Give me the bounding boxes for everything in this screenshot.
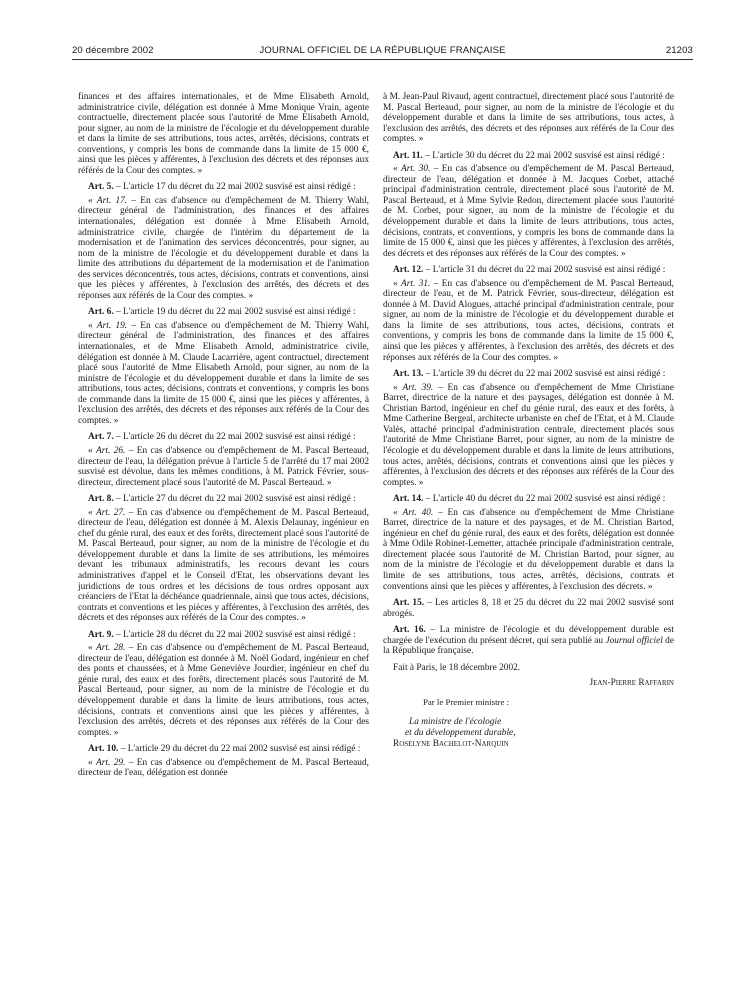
quote-text: – En cas d'absence ou d'empêchement de M. Thierry Wahl, directeur général de l'administration, des finances et des affaires internationales, et de Mme Elisabeth Arnold, administratrice civile, délégation est donnée à M. Claude Lacarrière, agent contractuel, directement placé sous l'autorité de Mme Elisabeth Arnold, pour signer, au nom de la ministre de l'écologie et du développement durable et dans la limite de ses attributions, tous actes, décisions, contrats et conventions, y compris les bons de commande dans la limite de 15 000 €, ainsi que les pièces y afférentes, à l'exclusion des arrêtés, des décrets et des réponses aux référés de la Cour des comptes. » <box>78 320 369 426</box>
paragraph: finances et des affaires internationales, et de Mme Elisabeth Arnold, administratrice civile, délégation est donnée à Mme Monique Vrain, agente contractuelle, directement placée sous l'autorité de Mme Elisabeth Arnold, pour signer, au nom de la ministre de l'écologie et du développement durable et dans la limite de ses attributions, tous actes, arrêtés, décisions, contrats et conventions, y compris les bons de commande dans la limite de 15 000 €, ainsi que les pièces y afférentes, à l'exclusion des décrets et des réponses aux référés de la Cour des comptes. » <box>78 92 369 176</box>
article-27-quote <box>78 508 369 624</box>
article-label: Art. 8. <box>88 494 114 505</box>
journal-officiel-title: Journal officiel <box>605 635 663 646</box>
quote-text: – En cas d'absence ou d'empêchement de M. Pascal Berteaud, directeur de l'eau, délégation est donnée <box>78 757 369 779</box>
article-16 <box>383 625 674 657</box>
article-40-quote <box>383 508 674 592</box>
article-text: – L'article 30 du décret du 22 mai 2002 susvisé est ainsi rédigé : <box>422 150 665 161</box>
quote-open: « <box>393 507 403 518</box>
article-28-quote <box>78 643 369 738</box>
quote-open: « <box>393 164 402 175</box>
premier-ministre-line: Par le Premier ministre : <box>423 696 509 707</box>
article-label: Art. 13. <box>393 369 424 380</box>
quote-text: – En cas d'absence ou d'empêchement de M. Pascal Berteaud, directeur de l'eau, délégation est donnée à M. Noël Godard, ingénieur en chef des ponts et chaussées, et à Mme Geneviève Jourdier, ingénieur en chef du génie rural, des eaux et des forêts, directement placés sous l'autorité de M. Pascal Berteaud, pour signer, au nom de la ministre de l'écologie et du développement durable et dans la limite de leurs attributions, tous actes, décisions, contrats et conventions ainsi que les pièces y afférentes, à l'exclusion des arrêtés, décrets et des réponses aux référés de la Cour des comptes. » <box>78 643 369 738</box>
quoted-article-label: Art. 39. <box>402 382 434 393</box>
article-label: Art. 9. <box>88 629 114 640</box>
article-text: – L'article 40 du décret du 22 mai 2002 susvisé est ainsi rédigé : <box>423 494 666 505</box>
article-label: Art. 11. <box>393 150 423 161</box>
article-30-quote <box>383 164 674 259</box>
quote-text: – En cas d'absence ou d'empêchement de M. Thierry Wahl, directeur général de l'administration, des finances et des affaires internationales, délégation est donnée à Mme Elisabeth Arnold, administratrice civile, chargée de l'intérim du département de la modernisation et de l'animation des services déconcentrés, pour signer, au nom de la ministre de l'écologie et du développement durable et dans la limite des attributions du département de la modernisation et de l'animation des services déconcentrés, tous actes, décisions, contrats et conventions, ainsi que les pièces y afférentes, à l'exclusion des arrêtés, des décrets et des réponses aux référés de la Cour des comptes. » <box>78 195 369 301</box>
quote-open: « <box>88 643 97 654</box>
quote-open: « <box>88 445 97 456</box>
article-text: – L'article 27 du décret du 22 mai 2002 susvisé est ainsi rédigé : <box>113 494 356 505</box>
article-14 <box>383 494 674 505</box>
quote-open: « <box>393 382 403 393</box>
article-11 <box>383 151 674 162</box>
quote-open: « <box>88 320 97 331</box>
article-text: – L'article 31 du décret du 22 mai 2002 susvisé est ainsi rédigé : <box>423 265 666 276</box>
article-text: – L'article 17 du décret du 22 mai 2002 susvisé est ainsi rédigé : <box>113 182 356 193</box>
article-text: – L'article 26 du décret du 22 mai 2002 susvisé est ainsi rédigé : <box>113 432 356 443</box>
signatory-name: Jean-Pierre Raffarin <box>589 677 674 688</box>
article-39-quote <box>383 383 674 488</box>
article-label: Art. 16. <box>393 625 426 636</box>
article-6 <box>78 307 369 318</box>
left-column <box>78 92 369 785</box>
page-number: 21203 <box>665 45 693 56</box>
quote-text: – En cas d'absence ou d'empêchement de M. Pascal Berteaud, directeur de l'eau, délégation est donnée à M. Alexis Delaunay, ingénieur en chef du génie rural, des eaux et des forêts, directement placé sous l'autorité de M. Pascal Berteaud, pour signer, au nom de la ministre de l'écologie et du développement durable et dans la limite de ses attributions, les mémoires devant les tribunaux administratifs, les recours devant les cours administratives d'appel et le Conseil d'Etat, les observations devant les juridictions de tous ordres et les décisions de tous ordres opposant aux créanciers de l'Etat la déchéance quadriennale, ainsi que tous actes, décisions, contrats et conventions et les pièces y afférentes, à l'exclusion des arrêtés, des décrets et des réponses aux référés de la Cour des comptes. » <box>78 507 369 624</box>
article-10 <box>78 744 369 755</box>
article-31-quote <box>383 279 674 363</box>
right-column <box>383 92 674 750</box>
article-17-quote <box>78 196 369 301</box>
ministre-title-line-1: La ministre de l'écologie <box>409 716 502 727</box>
article-text: de la République française. <box>383 635 674 657</box>
article-12 <box>383 265 674 276</box>
article-text: – L'article 39 du décret du 22 mai 2002 susvisé est ainsi rédigé : <box>423 369 666 380</box>
article-label: Art. 5. <box>88 182 114 193</box>
quote-text: – En cas d'absence ou d'empêchement de M. Pascal Berteaud, directeur de l'eau, délégation et donnée à M. Jacques Corbet, attaché principal d'administration centrale, directement placé sous l'autorité de M. Pascal Berteaud, et à Mme Sylvie Redon, directement placée sous l'autorité de M. Corbet, pour signer, au nom de la ministre de l'écologie et du développement durable et dans la limite de leurs attributions, tous actes, décisions, contrats, et conventions, y compris les bons de commande dans la limite de 15 000 €, ainsi que les pièces y afférentes, à l'exclusion des arrêtés, des décrets et des réponses aux référés de la Cour des comptes. » <box>383 164 674 259</box>
article-label: Art. 6. <box>88 307 114 318</box>
ministre-name: Roselyne Bachelot-Narquin <box>393 738 509 749</box>
quote-text: – En cas d'absence ou d'empêchement de Mme Christiane Barret, directrice de la nature et des paysages, et de M. Christian Bartod, ingénieur en chef du génie rural, des eaux et des forêts, délégation est donnée à Mme Odile Robinet-Lemetter, attachée principale d'administration centrale, directement placée sous l'autorité de M. Christian Bartod, pour signer, au nom de la ministre de l'écologie et du développement durable et dans la limite de ses attributions, tous actes, arrêtés, décisions, contrats et conventions ainsi que les pièces y afférentes, à l'exclusion des décrets. » <box>383 507 674 592</box>
page-header <box>72 43 693 60</box>
article-text: – La ministre de l'écologie et du développement durable est chargée de l'exécution du présent décret, qui sera publié au <box>383 625 675 646</box>
quoted-article-label: Art. 29. <box>96 757 126 768</box>
quote-text: – En cas d'absence ou d'empêchement de M. Pascal Berteaud, directeur de l'eau, la délégation prévue à l'article 5 de l'arrêté du 17 mai 2002 susvisé est dévolue, dans les mêmes conditions, à M. Patrick Février, sous-directeur, directement placé sous l'autorité de M. Pascal Berteaud. » <box>78 445 369 488</box>
journal-title: JOURNAL OFFICIEL DE LA RÉPUBLIQUE FRANÇAISE <box>259 45 506 56</box>
quoted-article-label: Art. 40. <box>402 507 434 518</box>
article-label: Art. 10. <box>88 744 119 755</box>
quoted-article-label: Art. 17. <box>96 195 128 206</box>
article-text: – L'article 29 du décret du 22 mai 2002 susvisé est ainsi rédigé : <box>118 744 361 755</box>
date-place-line: Fait à Paris, le 18 décembre 2002. <box>393 662 521 673</box>
article-text: – L'article 19 du décret du 22 mai 2002 susvisé est ainsi rédigé : <box>113 307 356 318</box>
article-9 <box>78 630 369 641</box>
header-date: 20 décembre 2002 <box>72 45 154 56</box>
article-label: Art. 14. <box>393 494 424 505</box>
signature-block <box>383 663 674 750</box>
quote-open: « <box>88 507 97 518</box>
article-5 <box>78 182 369 193</box>
quoted-article-label: Art. 28. <box>96 643 126 654</box>
quote-open: « <box>88 757 97 768</box>
ministre-title-line-2: et du développement durable, <box>405 727 516 738</box>
article-label: Art. 7. <box>88 432 114 443</box>
quote-text: – En cas d'absence ou d'empêchement de Mme Christiane Barret, directrice de la nature et des paysages, délégation est donnée à M. Christian Bartod, ingénieur en chef du génie rural, des eaux et des forêts, à Mme Catherine Bergeal, architecte urbaniste en chef de l'Etat, et à M. Claude Valès, attaché principal d'administration centrale, directement placés sous l'autorité de Mme Christiane Barret, pour signer, au nom de la ministre de l'écologie et du développement durable et dans la limite de leurs attributions, tous actes, arrêtés, décisions, contrats et conventions ainsi que les pièces y afférentes, à l'exclusion des décrets et des réponses aux référés de la Cour des comptes. » <box>383 382 674 488</box>
quoted-article-label: Art. 31. <box>401 278 431 289</box>
quoted-article-label: Art. 19. <box>96 320 128 331</box>
article-text: – L'article 28 du décret du 22 mai 2002 susvisé est ainsi rédigé : <box>113 629 356 640</box>
article-7 <box>78 432 369 443</box>
paragraph: à M. Jean-Paul Rivaud, agent contractuel, directement placé sous l'autorité de M. Pascal Berteaud, pour signer, au nom de la ministre de l'écologie et du développement durable et dans la limite de ses attributions, tous actes, à l'exclusion des arrêtés, des décrets et des réponses aux référés de la Cour des comptes. » <box>383 92 674 145</box>
quote-open: « <box>393 278 402 289</box>
quoted-article-label: Art. 27. <box>96 507 126 518</box>
article-19-quote <box>78 321 369 426</box>
quote-open: « <box>88 195 97 206</box>
article-8 <box>78 494 369 505</box>
article-label: Art. 15. <box>393 598 425 609</box>
article-13 <box>383 369 674 380</box>
quoted-article-label: Art. 30. <box>401 164 431 175</box>
quote-text: – En cas d'absence ou d'empêchement de M. Pascal Berteaud, directeur de l'eau, et de M. Patrick Février, sous-directeur, délégation est donnée à M. David Alogues, attaché principal d'administration centrale, pour signer, au nom de la ministre de l'écologie et du développement durable et dans la limite de ses attributions, tous actes, décisions, contrats et conventions, y compris les bons de commande dans la limite de 15 000 €, ainsi que les pièces y afférentes, à l'exclusion des arrêtés, des décrets et des réponses aux référés de la Cour des comptes. » <box>383 278 674 363</box>
quoted-article-label: Art. 26. <box>96 445 126 456</box>
article-15 <box>383 598 674 619</box>
article-text: – Les articles 8, 18 et 25 du décret du 22 mai 2002 susvisé sont abrogés. <box>383 598 674 619</box>
article-label: Art. 12. <box>393 265 424 276</box>
article-29-quote <box>78 758 369 779</box>
article-26-quote <box>78 446 369 488</box>
